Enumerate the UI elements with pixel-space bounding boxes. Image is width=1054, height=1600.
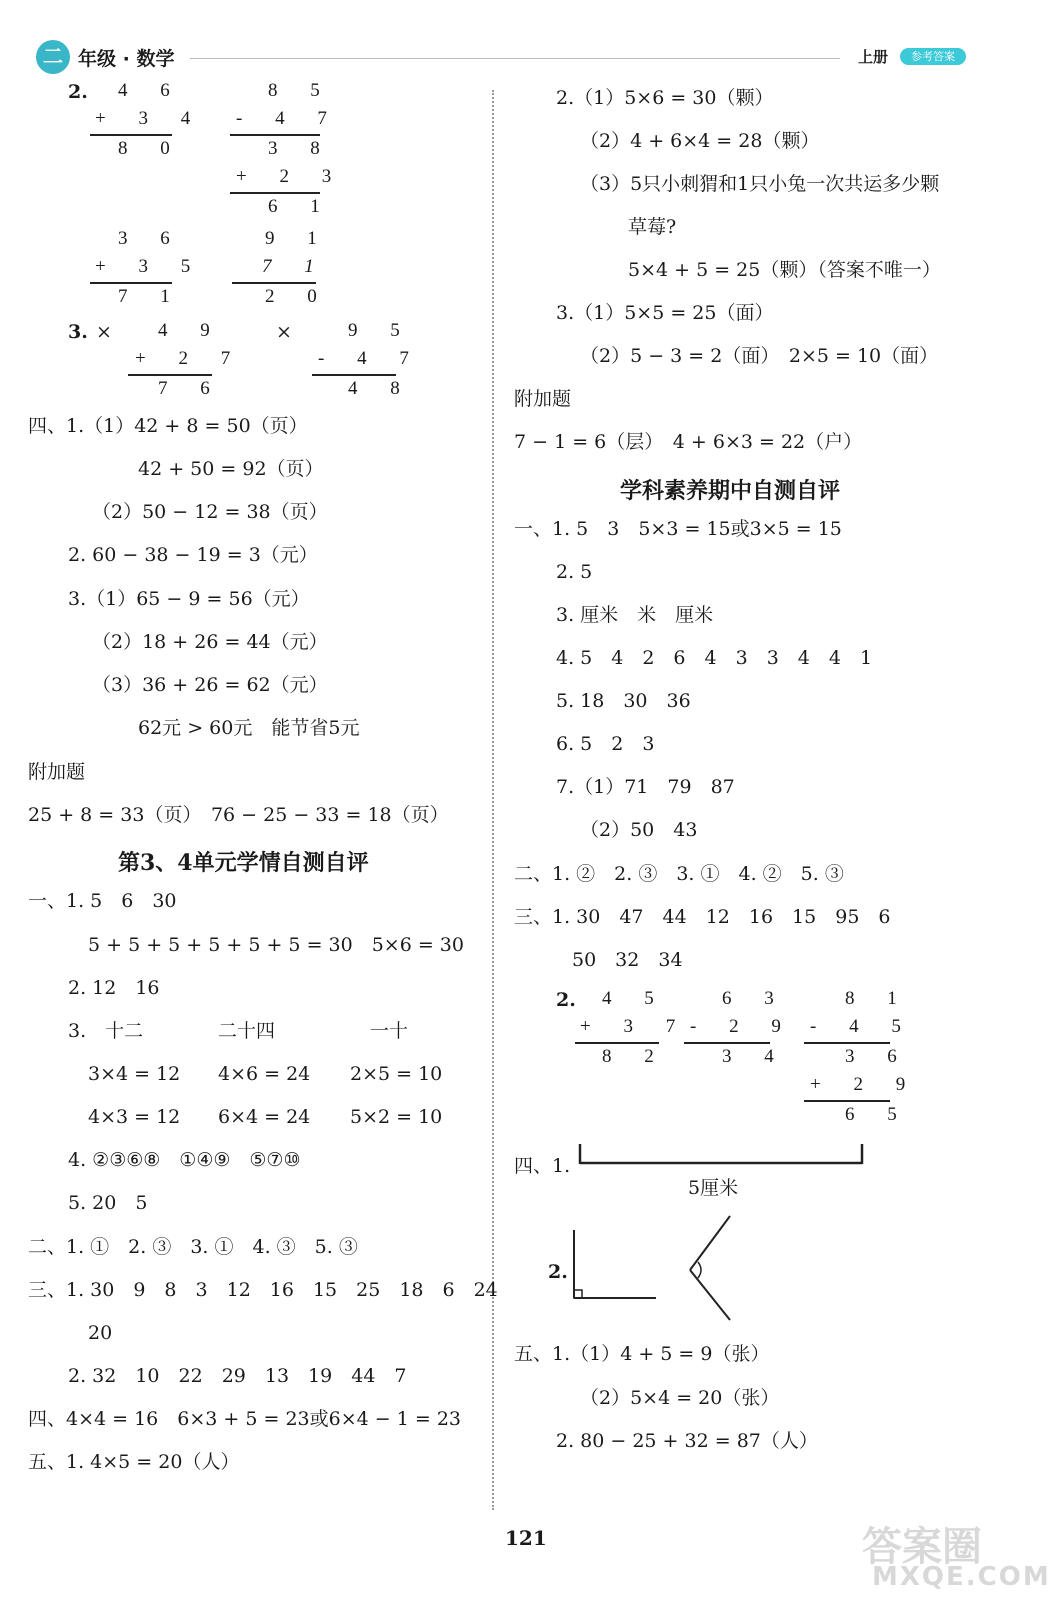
q3-wrong-mark-1: × [96, 321, 112, 343]
u1-line-9: 2×5 = 10 [350, 1063, 443, 1085]
q3-wrong-mark-2: × [276, 321, 292, 343]
calc-d-r2: 7 1 [262, 256, 328, 277]
calc-a-r3: 8 0 [118, 138, 184, 159]
s5-line-1: 五、1.（1）4 + 5 = 9（张） [514, 1343, 770, 1365]
r-line-2: （2）4 + 6×4 = 28（颗） [580, 130, 820, 152]
m1-line-7: 7.（1）71 79 87 [556, 776, 735, 798]
calc-f-r3: 4 8 [348, 378, 414, 399]
m1-line-11: 50 32 34 [572, 949, 683, 971]
calc-e-r3: 7 6 [158, 378, 224, 399]
u1-line-16: 三、1. 30 9 8 3 12 16 15 25 18 6 24 [28, 1279, 498, 1301]
u1-line-3: 2. 12 16 [68, 977, 160, 999]
s4-line-8: 62元 > 60元 能节省5元 [138, 717, 360, 739]
u1-line-18: 2. 32 10 22 29 13 19 44 7 [68, 1365, 407, 1387]
calc-b-r2: - 4 7 [236, 108, 341, 129]
u1-line-8: 4×6 = 24 [218, 1063, 311, 1085]
segment-figure [570, 1140, 870, 1170]
calc-c-r2: + 3 5 [95, 256, 205, 277]
calc-h-r1: 6 3 [722, 988, 788, 1009]
calc-g-rule [575, 1042, 659, 1044]
m1-line-5: 5. 18 30 36 [556, 690, 691, 712]
m1-line-8: （2）50 43 [580, 819, 698, 841]
watermark-logo: 答案圈 [862, 1524, 982, 1570]
calc-d-rule [232, 282, 316, 284]
q3-label: 3. [68, 321, 88, 343]
u1-line-10: 4×3 = 12 [88, 1106, 181, 1128]
header-title: 年级 · 数学 [78, 48, 175, 70]
calc-g-r1: 4 5 [602, 988, 668, 1009]
grade-badge: 二 [36, 40, 70, 74]
calc-b-r3: 3 8 [268, 138, 334, 159]
r-line-9: 7 − 1 = 6（层） 4 + 6×3 = 22（户） [514, 431, 863, 453]
m1-line-3: 3. 厘米 米 厘米 [556, 604, 714, 626]
calc-d-r3: 2 0 [265, 286, 331, 307]
m1-line-9: 二、1. ② 2. ③ 3. ① 4. ② 5. ③ [514, 863, 844, 885]
calc-f-r1: 9 5 [348, 320, 414, 341]
u1-line-13: 4. ②③⑥⑧ ①④⑨ ⑤⑦⑩ [68, 1149, 301, 1171]
calc-a-r1: 4 6 [118, 80, 184, 101]
calc-f-r2: - 4 7 [318, 348, 423, 369]
calc-i-r5: 6 5 [845, 1104, 911, 1125]
extra-title-left: 附加题 [28, 761, 86, 783]
m1-line-4: 4. 5 4 2 6 4 3 3 4 4 1 [556, 647, 873, 669]
calc-i-r2: - 4 5 [810, 1016, 915, 1037]
page-number: 121 [505, 1526, 547, 1550]
calc-a-r2: + 3 4 [95, 108, 205, 129]
angle-figures [560, 1210, 760, 1325]
q2-label: 2. [68, 81, 88, 103]
answer-badge: 参考答案 [900, 48, 966, 65]
calc-b-rule1 [230, 134, 320, 136]
calc-b-r1: 8 5 [268, 80, 334, 101]
s4-line-7: （3）36 + 26 = 62（元） [92, 674, 328, 696]
s5-line-2: （2）5×4 = 20（张） [580, 1387, 780, 1409]
u1-line-7: 3×4 = 12 [88, 1063, 181, 1085]
unit-title: 第3、4单元学情自测自评 [118, 850, 369, 876]
u1-line-19: 四、4×4 = 16 6×3 + 5 = 23或6×4 − 1 = 23 [28, 1408, 461, 1430]
u1-line-17: 20 [88, 1322, 113, 1344]
calc-e-rule [128, 374, 212, 376]
m1-line-6: 6. 5 2 3 [556, 733, 655, 755]
u1-line-14: 5. 20 5 [68, 1192, 148, 1214]
calc-c-r1: 3 6 [118, 228, 184, 249]
calc-e-r2: + 2 7 [135, 348, 245, 369]
extra-line-left: 25 + 8 = 33（页） 76 − 25 − 33 = 18（页） [28, 804, 449, 826]
r-line-1: 2.（1）5×6 = 30（颗） [556, 87, 774, 109]
r-line-5: 5×4 + 5 = 25（颗）（答案不唯一） [628, 259, 941, 281]
calc-i-r1: 8 1 [845, 988, 911, 1009]
r-line-7: （2）5 − 3 = 2（面） 2×5 = 10（面） [580, 345, 939, 367]
angle-label: 2. [548, 1261, 568, 1283]
header-rule [190, 58, 840, 59]
calc-i-rule1 [804, 1042, 890, 1044]
u1-line-2: 5 + 5 + 5 + 5 + 5 + 5 = 30 5×6 = 30 [88, 934, 464, 956]
u1-line-20: 五、1. 4×5 = 20（人） [28, 1451, 240, 1473]
calc-b-r4: + 2 3 [236, 166, 346, 187]
calc-b-r5: 6 1 [268, 196, 334, 217]
s4-line-2: 42 + 50 = 92（页） [138, 458, 324, 480]
u1-line-4: 3. 十二 [68, 1020, 144, 1042]
calc-c-r3: 7 1 [118, 286, 184, 307]
midterm-title: 学科素养期中自测自评 [620, 478, 841, 504]
volume-label: 上册 [858, 48, 889, 66]
calc-b-rule2 [230, 192, 320, 194]
s4-line-5: 3.（1）65 − 9 = 56（元） [68, 588, 310, 610]
calc-i-r3: 3 6 [845, 1046, 911, 1067]
calc-i-rule2 [804, 1100, 890, 1102]
u1-line-12: 5×2 = 10 [350, 1106, 443, 1128]
u1-line-15: 二、1. ① 2. ③ 3. ① 4. ③ 5. ③ [28, 1236, 358, 1258]
calc-c-rule [90, 282, 172, 284]
s4-right-label: 四、1. [514, 1155, 571, 1177]
s4-line-3: （2）50 − 12 = 38（页） [92, 501, 328, 523]
m1-line-10: 三、1. 30 47 44 12 16 15 95 6 [514, 906, 891, 928]
calc-g-r2: + 3 7 [580, 1016, 690, 1037]
r-line-3: （3）5只小刺猬和1只小兔一次共运多少颗 [580, 173, 940, 195]
r-line-8: 附加题 [514, 388, 572, 410]
u1-line-11: 6×4 = 24 [218, 1106, 311, 1128]
r-line-6: 3.（1）5×5 = 25（面） [556, 302, 774, 324]
m1-line-1: 一、1. 5 3 5×3 = 15或3×5 = 15 [514, 518, 842, 540]
calc-h-rule [684, 1042, 770, 1044]
calc-f-rule [312, 374, 396, 376]
calc-g-r3: 8 2 [602, 1046, 668, 1067]
segment-label: 5厘米 [688, 1177, 739, 1199]
calc-e-r1: 4 9 [158, 320, 224, 341]
u1-line-5: 二十四 [218, 1020, 276, 1042]
u1-line-1: 一、1. 5 6 30 [28, 890, 177, 912]
watermark-url: MXQE.COM [872, 1562, 1051, 1592]
calc-h-r3: 3 4 [722, 1046, 788, 1067]
m1-line-12: 2. [556, 989, 576, 1011]
m1-line-2: 2. 5 [556, 561, 593, 583]
s4-line-6: （2）18 + 26 = 44（元） [92, 631, 328, 653]
calc-a-rule [90, 134, 172, 136]
calc-h-r2: - 2 9 [690, 1016, 795, 1037]
r-line-4: 草莓? [628, 216, 677, 238]
s4-line-1: 四、1.（1）42 + 8 = 50（页） [28, 415, 308, 437]
u1-line-6: 一十 [370, 1020, 409, 1042]
calc-i-r4: + 2 9 [810, 1074, 920, 1095]
s4-line-4: 2. 60 − 38 − 19 = 3（元） [68, 544, 318, 566]
calc-d-r1: 9 1 [265, 228, 331, 249]
s5-line-3: 2. 80 − 25 + 32 = 87（人） [556, 1430, 818, 1452]
